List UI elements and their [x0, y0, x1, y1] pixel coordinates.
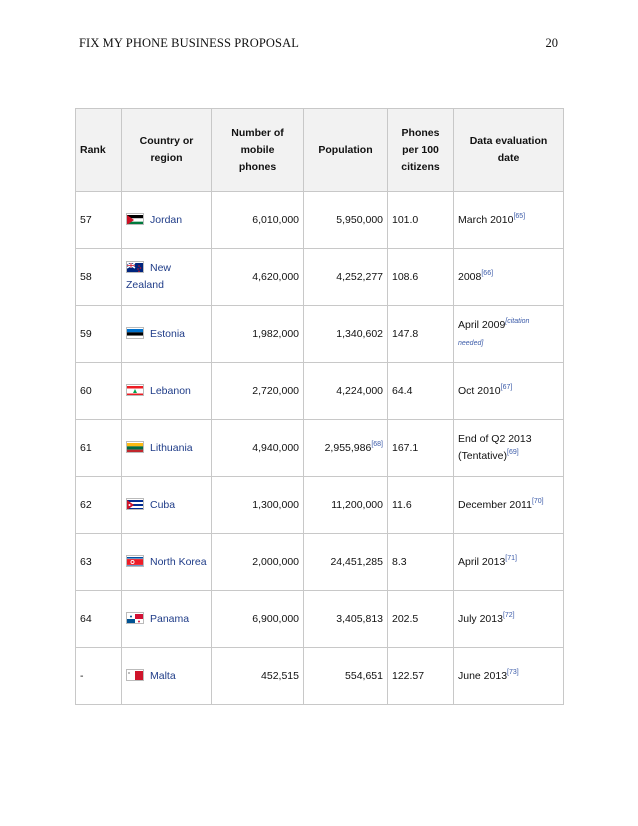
lebanon-flag-icon	[126, 384, 144, 396]
rank-cell: 59	[76, 306, 122, 363]
country-cell	[122, 363, 212, 420]
date-cell: 2008[66]	[454, 249, 564, 306]
citation-needed-link[interactable]: [citation	[505, 317, 530, 325]
cuba-flag-icon	[126, 498, 144, 510]
date-cell: Oct 2010[67]	[454, 363, 564, 420]
lithuania-flag-icon	[126, 441, 144, 453]
population-cell: 24,451,285	[304, 534, 388, 591]
table-row	[76, 420, 564, 477]
country-cell	[122, 420, 212, 477]
jordan-flag-icon	[126, 213, 144, 225]
population-cell: 3,405,813	[304, 591, 388, 648]
date-cell: March 2010[65]	[454, 192, 564, 249]
rank-cell: 63	[76, 534, 122, 591]
reference-link[interactable]: [67]	[500, 383, 513, 391]
rank-cell: 60	[76, 363, 122, 420]
country-link-lithuania[interactable]: Lithuania	[150, 441, 193, 454]
country-link-cuba[interactable]: Cuba	[150, 498, 176, 511]
country-cell	[122, 534, 212, 591]
north-korea-flag-icon	[126, 555, 144, 567]
per100-cell: 202.5	[388, 591, 454, 648]
population-cell: 4,224,000	[304, 363, 388, 420]
phones-cell: 1,300,000	[212, 477, 304, 534]
column-header-per-100[interactable]: Phones per 100 citizens	[388, 109, 454, 192]
population-cell: 11,200,000	[304, 477, 388, 534]
citation-needed-link-line2[interactable]: needed]	[458, 339, 484, 347]
table-row	[76, 192, 564, 249]
phones-cell: 6,900,000	[212, 591, 304, 648]
rank-cell: 58	[76, 249, 122, 306]
date-cell: April 2009$^{[citation}$ needed]	[454, 306, 564, 363]
table-row	[76, 534, 564, 591]
column-header-rank[interactable]: Rank	[76, 109, 122, 192]
phones-cell: 1,982,000	[212, 306, 304, 363]
country-link-lebanon[interactable]: Lebanon	[150, 384, 191, 397]
reference-link[interactable]: [70]	[531, 497, 544, 505]
phones-cell: 452,515	[212, 648, 304, 705]
page-number: 20	[545, 36, 558, 50]
date-cell: December 2011[70]	[454, 477, 564, 534]
page-header-title: FIX MY PHONE BUSINESS PROPOSAL	[79, 36, 299, 50]
country-link-jordan[interactable]: Jordan	[150, 213, 183, 226]
date-cell: End of Q2 2013 (Tentative)[69]	[454, 420, 564, 477]
column-header-population[interactable]: Population	[304, 109, 388, 192]
phones-cell: 4,620,000	[212, 249, 304, 306]
population-cell: 1,340,602	[304, 306, 388, 363]
country-cell	[122, 648, 212, 705]
country-cell	[122, 249, 212, 306]
country-cell	[122, 192, 212, 249]
population-cell: 554,651	[304, 648, 388, 705]
date-cell: June 2013[73]	[454, 648, 564, 705]
country-link-new-zealand[interactable]: New	[150, 262, 172, 274]
reference-link[interactable]: [71]	[505, 554, 517, 562]
country-link-estonia[interactable]: Estonia	[150, 327, 186, 340]
table-header-row	[76, 109, 564, 192]
table-row	[76, 591, 564, 648]
population-cell: 2,955,986[68]	[304, 420, 388, 477]
column-header-country[interactable]: Country or region	[122, 109, 212, 192]
new-zealand-flag-icon	[126, 261, 144, 273]
column-header-date[interactable]: Data evaluation date	[454, 109, 564, 192]
country-cell	[122, 591, 212, 648]
per100-cell: 64.4	[388, 363, 454, 420]
per100-cell: 101.0	[388, 192, 454, 249]
country-cell	[122, 477, 212, 534]
country-cell	[122, 306, 212, 363]
reference-link[interactable]: [66]	[481, 269, 494, 277]
rank-cell: 57	[76, 192, 122, 249]
population-cell: 5,950,000	[304, 192, 388, 249]
reference-link[interactable]: [65]	[513, 212, 526, 220]
date-cell: July 2013[72]	[454, 591, 564, 648]
reference-link[interactable]: [68]	[371, 440, 383, 448]
phones-cell: 2,000,000	[212, 534, 304, 591]
per100-cell: 108.6	[388, 249, 454, 306]
rank-cell: -	[76, 648, 122, 705]
phones-cell: 4,940,000	[212, 420, 304, 477]
table-row	[76, 648, 564, 705]
rank-cell: 64	[76, 591, 122, 648]
per100-cell: 11.6	[388, 477, 454, 534]
country-link-panama[interactable]: Panama	[150, 612, 190, 625]
table-row	[76, 477, 564, 534]
reference-link[interactable]: [69]	[507, 449, 519, 456]
date-cell: April 2013[71]	[454, 534, 564, 591]
panama-flag-icon	[126, 612, 144, 624]
rank-cell: 62	[76, 477, 122, 534]
per100-cell: 147.8	[388, 306, 454, 363]
phones-cell: 6,010,000	[212, 192, 304, 249]
per100-cell: 167.1	[388, 420, 454, 477]
country-link-new-zealand-line2[interactable]: Zealand	[126, 279, 164, 291]
reference-link[interactable]: [72]	[502, 611, 515, 619]
population-cell: 4,252,277	[304, 249, 388, 306]
reference-link[interactable]: [73]	[507, 668, 519, 676]
rank-cell: 61	[76, 420, 122, 477]
per100-cell: 8.3	[388, 534, 454, 591]
column-header-mobile-phones[interactable]: Number of mobile phones	[212, 109, 304, 192]
mobile-phones-table	[75, 108, 564, 705]
per100-cell: 122.57	[388, 648, 454, 705]
country-link-malta[interactable]: Malta	[150, 669, 176, 682]
table-row	[76, 249, 564, 306]
estonia-flag-icon	[126, 327, 144, 339]
table-row	[76, 363, 564, 420]
country-link-north-korea[interactable]: North Korea	[150, 555, 207, 568]
phones-cell: 2,720,000	[212, 363, 304, 420]
malta-flag-icon	[126, 669, 144, 681]
table-row	[76, 306, 564, 363]
